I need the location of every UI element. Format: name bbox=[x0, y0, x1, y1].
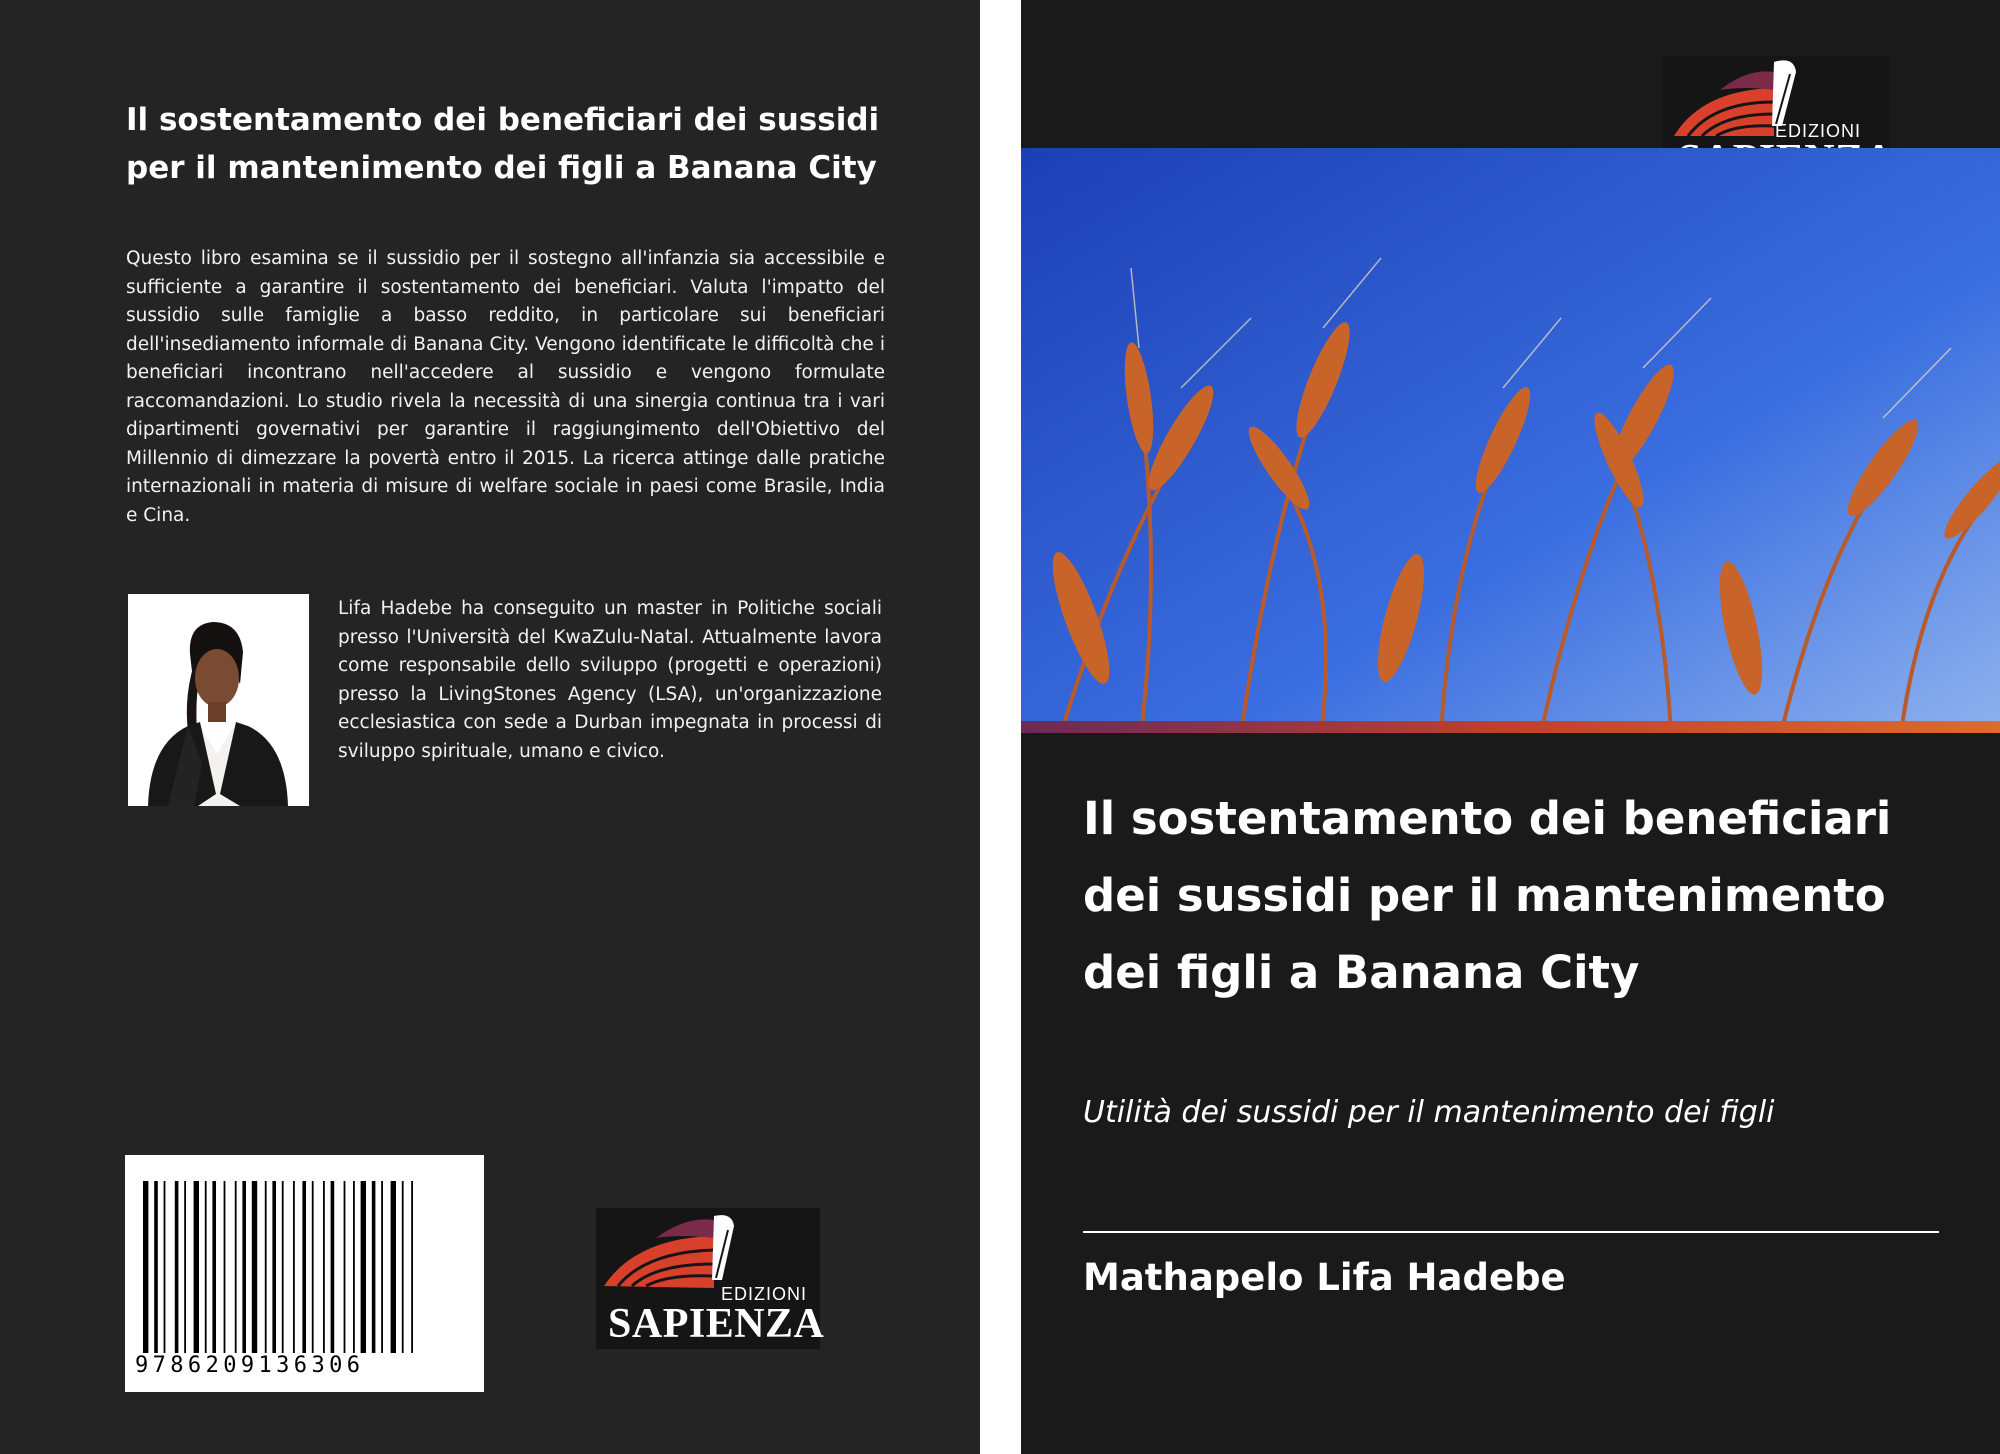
front-cover-title: Il sostentamento dei beneficiari dei sussidi per il mantenimento dei figli a Banana City bbox=[1083, 792, 1892, 999]
front-cover-author: Mathapelo Lifa Hadebe bbox=[1083, 1256, 1566, 1299]
front-cover-subtitle: Utilità dei sussidi per il mantenimento dei figli bbox=[1083, 1095, 1775, 1130]
title-divider bbox=[1083, 1231, 1939, 1233]
publisher-logo-back bbox=[596, 1208, 825, 1349]
wheat-field-image bbox=[1021, 148, 2000, 733]
author-bio: Lifa Hadebe ha conseguito un master in Politiche sociali presso l'Università del KwaZulu-Natal. Attualmente lavora come responsabile dello sviluppo (progetti e operazioni) presso la LivingStones Agency (LSA), un'organizzazione ecclesiastica con sede a Durban impegnata in processi di sviluppo spirituale, umano e civico. bbox=[338, 598, 882, 762]
author-photo bbox=[128, 594, 309, 806]
book-blurb: Questo libro esamina se il sussidio per il sostegno all'infanzia sia accessibile e sufficiente a garantire il sostentamento dei beneficiari. Valuta l'impatto del sussidio sulle famiglie a basso reddito, in particolare sui beneficiari dell'insediamento informale di Banana City. Vengono identificate le difficoltà che i beneficiari incontrano nell'accedere al sussidio e vengono formulate raccomandazioni. Lo studio rivela la necessità di una sinergia continua tra i vari dipartimenti governativi per garantire il raggiungimento dell'Obiettivo del Millennio di dimezzare la povertà entro il 2015. La ricerca attinge dalle pratiche internazionali in materia di misure di welfare sociale in paesi come Brasile, India e Cina. bbox=[126, 248, 885, 526]
isbn-barcode bbox=[125, 1155, 484, 1392]
back-cover bbox=[0, 0, 980, 1454]
publisher-edizioni: EDIZIONI bbox=[1775, 121, 1862, 141]
publisher-edizioni: EDIZIONI bbox=[721, 1284, 808, 1304]
back-cover-title: Il sostentamento dei beneficiari dei sussidi per il mantenimento dei figli a Banana City bbox=[126, 102, 880, 186]
barcode-digits: 9786209136306 bbox=[135, 1353, 365, 1378]
publisher-name: SAPIENZA bbox=[608, 1301, 825, 1347]
